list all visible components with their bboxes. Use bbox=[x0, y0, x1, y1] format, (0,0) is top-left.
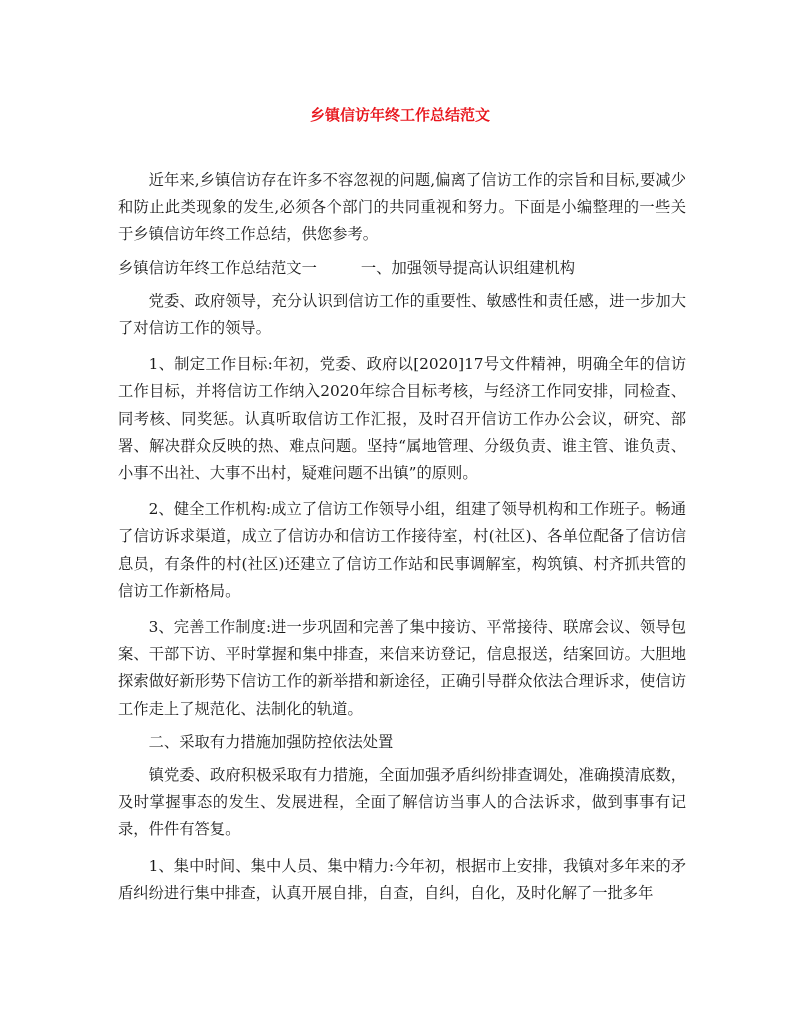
section-1-heading-line bbox=[118, 255, 686, 282]
paragraph-work-organization: 2、健全工作机构:成立了信访工作领导小组，组建了领导机构和工作班子。畅通了信访诉求渠道，成立了信访办和信访工作接待室，村(社区)、各单位配备了信访信息员，有条件的村(社区)还建立了信访工作站和民事调解室，构筑镇、村齐抓共管的信访工作新格局。 bbox=[118, 500, 686, 600]
intro-paragraph: 近年来,乡镇信访存在许多不容忽视的问题,偏离了信访工作的宗旨和目标,要减少和防止此类现象的发生,必须各个部门的共同重视和努力。下面是小编整理的一些关于乡镇信访年终工作总结，供您参考。 bbox=[118, 171, 686, 244]
paragraph-work-system: 3、完善工作制度:进一步巩固和完善了集中接访、平常接待、联席会议、领导包案、干部下访、平时掌握和集中排查，来信来访登记，信息报送，结案回访。大胆地探索做好新形势下信访工作的新举措和新途径，正确引导群众依法合理诉求，使信访工作走上了规范化、法制化的轨道。 bbox=[118, 618, 686, 718]
paragraph-leadership: 党委、政府领导，充分认识到信访工作的重要性、敏感性和责任感，进一步加大了对信访工作的领导。 bbox=[118, 291, 686, 338]
document-title: 乡镇信访年终工作总结范文 bbox=[309, 106, 490, 124]
paragraph-measures: 镇党委、政府积极采取有力措施，全面加强矛盾纠纷排查调处，准确摸清底数，及时掌握事态的发生、发展进程，全面了解信访当事人的合法诉求，做到事事有记录，件件有答复。 bbox=[118, 766, 686, 839]
section-1-heading: 一、加强领导提高认识组建机构 bbox=[360, 258, 576, 277]
paragraph-concentrated-effort: 1、集中时间、集中人员、集中精力:今年初，根据市上安排，我镇对多年来的矛盾纠纷进行集中排查，认真开展自排，自查，自纠，自化，及时化解了一批多年 bbox=[118, 856, 686, 902]
section-2-heading: 二、采取有力措施加强防控依法处置 bbox=[148, 732, 394, 751]
document-body bbox=[118, 167, 686, 916]
paragraph-work-goals: 1、制定工作目标:年初，党委、政府以[2020]17号文件精神，明确全年的信访工作目标，并将信访工作纳入2020年综合目标考核，与经济工作同安排，同检查、同考核、同奖惩。认真听取信访工作汇报，及时召开信访工作办公会议，研究、部署、解决群众反映的热、难点问题。坚持“属地管理、分级负责、谁主管、谁负责、小事不出社、大事不出村，疑难问题不出镇”的原则。 bbox=[118, 355, 686, 483]
section-1-label: 乡镇信访年终工作总结范文一 bbox=[118, 258, 317, 277]
